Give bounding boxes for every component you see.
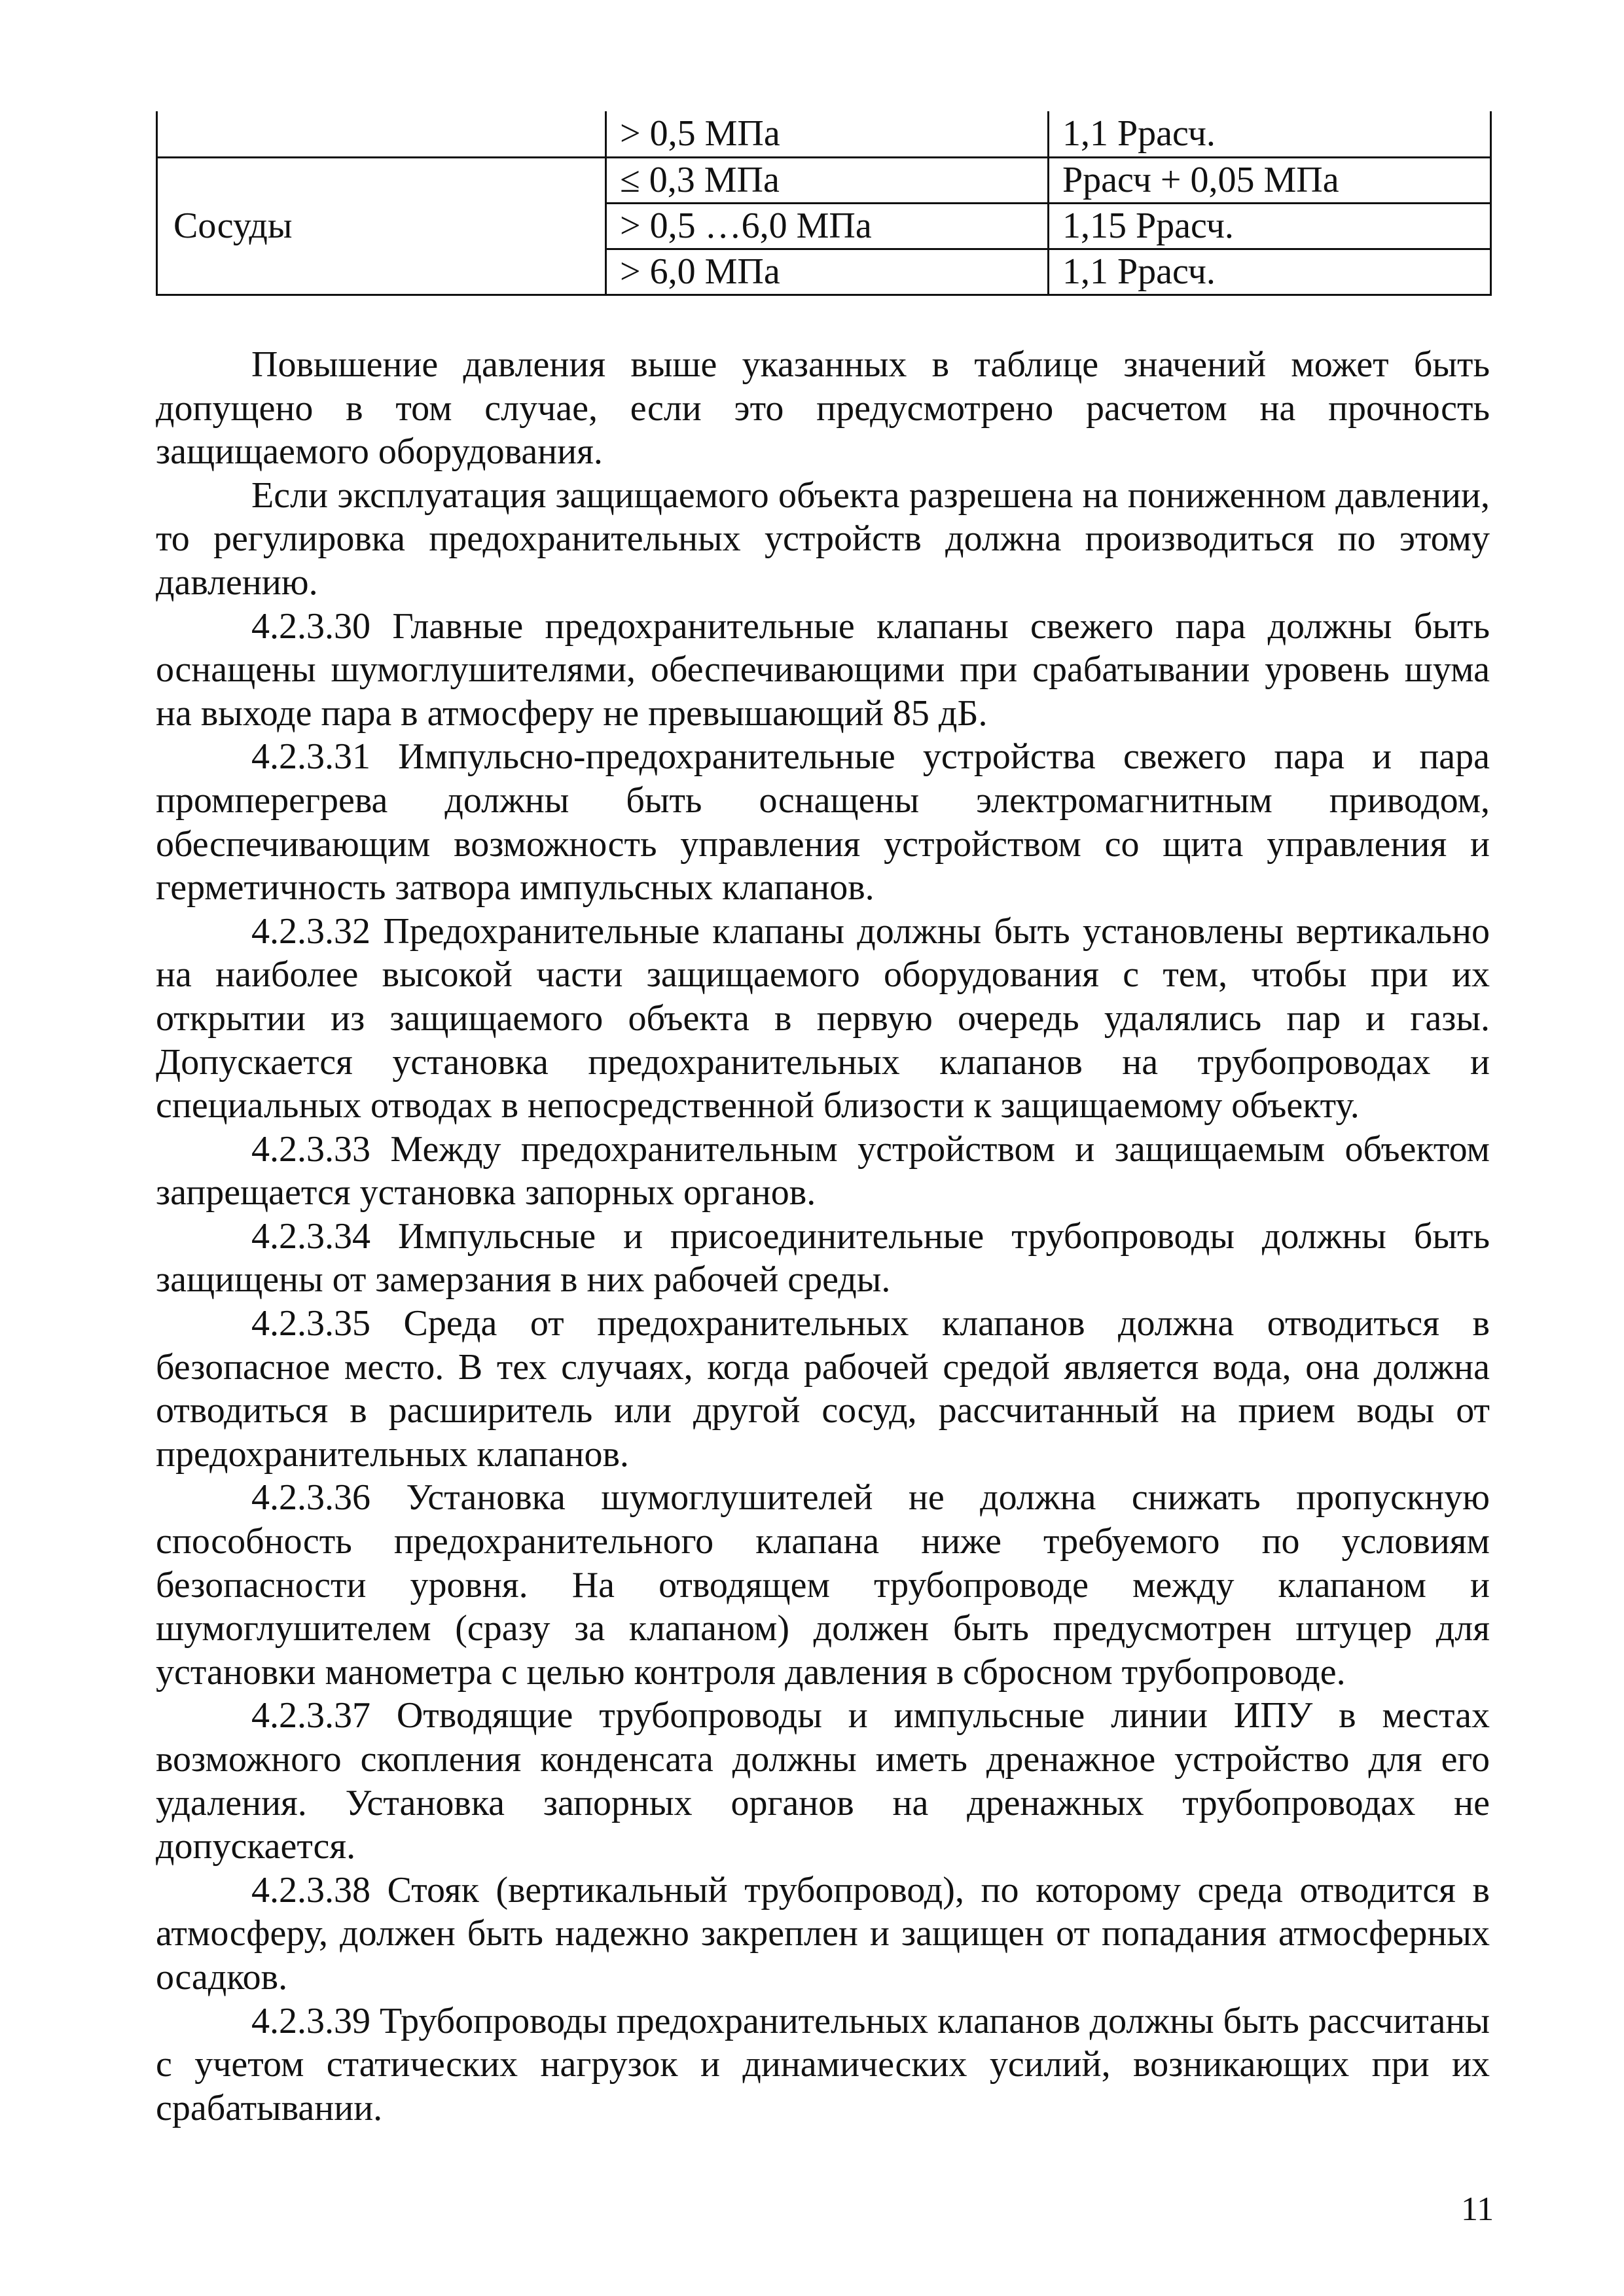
paragraph-4-2-3-31: 4.2.3.31 Импульсно-предохранительные устройства свежего пара и пара промперегрева должны быть оснащены электромагнитным приводом, обеспечивающим возможность управления устройством со щита управления и герметичность затвора импульсных клапанов. bbox=[156, 736, 1490, 908]
paragraph-4-2-3-37: 4.2.3.37 Отводящие трубопроводы и импульсные линии ИПУ в местах возможного скопления конденсата должны иметь дренажное устройство для его удаления. Установка запорных органов на дренажных трубопроводах не допускается. bbox=[156, 1695, 1490, 1867]
paragraph-4-2-3-35: 4.2.3.35 Среда от предохранительных клапанов должна отводиться в безопасное место. В тех случаях, когда рабочей средой является вода, она должна отводиться в расширитель или другой сосуд, рассчитанный на прием воды от предохранительных клапанов. bbox=[156, 1303, 1490, 1475]
table-cell-value: 1,15 Ррасч. bbox=[1049, 203, 1491, 249]
table-cell-group-label: Сосуды bbox=[157, 157, 606, 295]
table-cell-value: 1,1 Ррасч. bbox=[1049, 111, 1491, 157]
paragraph-4-2-3-34: 4.2.3.34 Импульсные и присоединительные трубопроводы должны быть защищены от замерзания в них рабочей среды. bbox=[156, 1215, 1490, 1300]
table-row bbox=[157, 157, 1491, 203]
table-cell-pressure: > 6,0 МПа bbox=[606, 249, 1049, 295]
paragraph-4-2-3-38: 4.2.3.38 Стояк (вертикальный трубопровод), по которому среда отводится в атмосферу, должен быть надежно закреплен и защищен от попадания атмосферных осадков. bbox=[156, 1869, 1490, 1998]
page-number: 11 bbox=[1461, 2191, 1494, 2228]
pressure-table bbox=[156, 111, 1492, 296]
paragraph-4-2-3-32: 4.2.3.32 Предохранительные клапаны должны быть установлены вертикально на наиболее высокой части защищаемого оборудования с тем, чтобы при их открытии из защищаемого объекта в первую очередь удалялись пар и газы. Допускается установка предохранительных клапанов на трубопроводах и специальных отводах в непосредственной близости к защищаемому объекту. bbox=[156, 910, 1490, 1126]
body-text bbox=[156, 343, 1490, 2130]
table-row bbox=[157, 111, 1491, 157]
table-cell-pressure: ≤ 0,3 МПа bbox=[606, 157, 1049, 203]
paragraph-4-2-3-36: 4.2.3.36 Установка шумоглушителей не должна снижать пропускную способность предохранительного клапана ниже требуемого по условиям безопасности уровня. На отводящем трубопроводе между клапаном и шумоглушителем (сразу за клапаном) должен быть предусмотрен штуцер для установки манометра с целью контроля давления в сбросном трубопроводе. bbox=[156, 1477, 1490, 1693]
paragraph-4-2-3-30: 4.2.3.30 Главные предохранительные клапаны свежего пара должны быть оснащены шумоглушителями, обеспечивающими при срабатывании уровень шума на выходе пара в атмосферу не превышающий 85 дБ. bbox=[156, 605, 1490, 734]
paragraph: Повышение давления выше указанных в таблице значений может быть допущено в том случае, если это предусмотрено расчетом на прочность защищаемого оборудования. bbox=[156, 344, 1490, 473]
paragraph-4-2-3-39: 4.2.3.39 Трубопроводы предохранительных клапанов должны быть рассчитаны с учетом статических нагрузок и динамических усилий, возникающих при их срабатывании. bbox=[156, 2000, 1490, 2128]
table-cell-pressure: > 0,5 МПа bbox=[606, 111, 1049, 157]
table-cell-value: 1,1 Ррасч. bbox=[1049, 249, 1491, 295]
paragraph-4-2-3-33: 4.2.3.33 Между предохранительным устройством и защищаемым объектом запрещается установка запорных органов. bbox=[156, 1128, 1490, 1213]
paragraph: Если эксплуатация защищаемого объекта разрешена на пониженном давлении, то регулировка предохранительных устройств должна производиться по этому давлению. bbox=[156, 475, 1490, 603]
table-cell-empty bbox=[157, 111, 606, 157]
table-cell-pressure: > 0,5 …6,0 МПа bbox=[606, 203, 1049, 249]
table-cell-value: Ррасч + 0,05 МПа bbox=[1049, 157, 1491, 203]
